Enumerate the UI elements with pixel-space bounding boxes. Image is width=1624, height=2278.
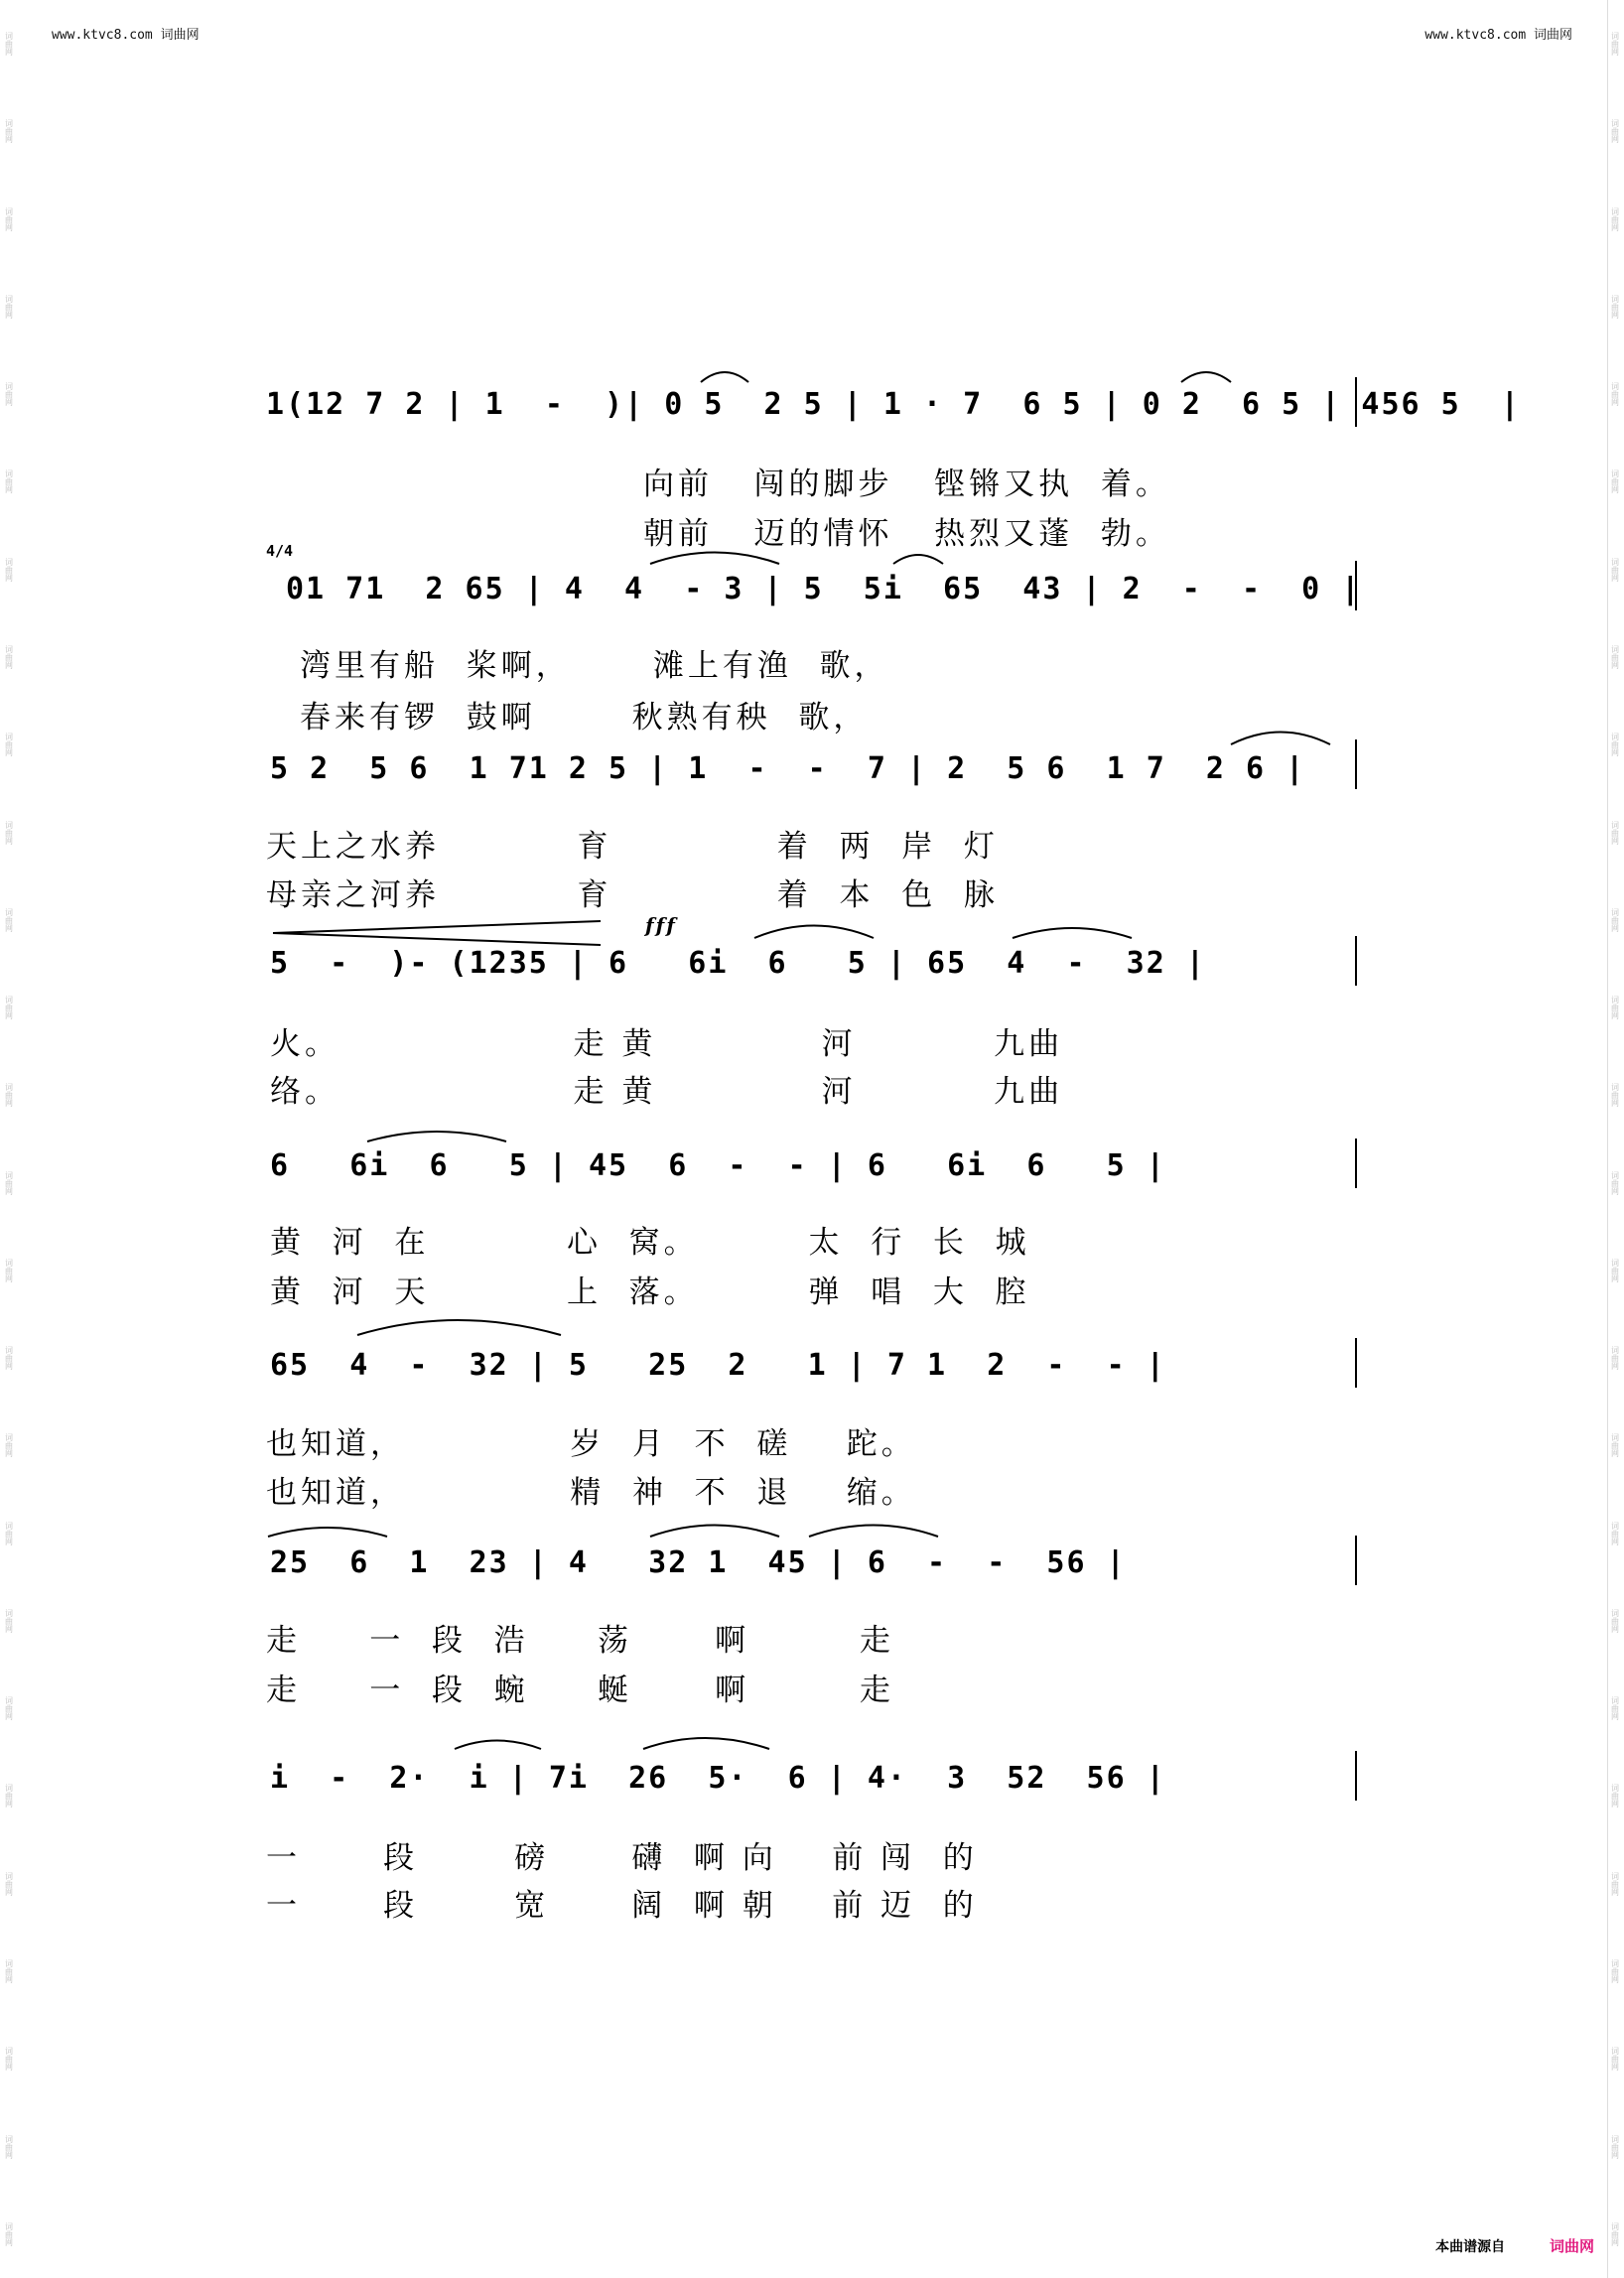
- lyric-row-7-verse-1: 走 一 段 浩 荡 啊 走: [266, 1623, 894, 1659]
- side-watermark-text: 词曲网: [1610, 644, 1620, 669]
- footer-source-label: 本曲谱源自: [1435, 2239, 1506, 2255]
- side-watermark-text: 词曲网: [1610, 557, 1620, 582]
- lyric-row-1-verse-1: 向前 闯的脚步 铿锵又执 着。: [643, 467, 1170, 502]
- notation-row-5: 6 6i 6 5 | 45 6 - - | 6 6i 6 5 |: [270, 1148, 1166, 1183]
- side-watermark-text: 词曲网: [1610, 119, 1620, 144]
- lyric-row-3-verse-2: 母亲之河养 育 着 本 色 脉: [266, 877, 999, 913]
- lyric-row-6-verse-2: 也知道， 精 神 不 退 缩。: [266, 1475, 916, 1511]
- side-watermark-text: 词曲网: [4, 1083, 14, 1108]
- notation-row-3: 5 2 5 6 1 71 2 5 | 1 - - 7 | 2 5 6 1 7 2 6 |: [270, 751, 1306, 786]
- notation-row-2: 01 71 2 65 | 4 4 - 3 | 5 5i 65 43 | 2 - - 0 |: [286, 572, 1362, 606]
- side-watermark-text: 词曲网: [1610, 907, 1620, 932]
- time-signature: 4/4: [266, 542, 294, 560]
- side-watermark-text: 词曲网: [4, 2047, 14, 2072]
- side-watermark-text: 词曲网: [1610, 2221, 1620, 2246]
- side-watermark-text: 词曲网: [4, 119, 14, 144]
- side-watermark-text: 词曲网: [1610, 1608, 1620, 1633]
- side-watermark-text: 词曲网: [4, 1433, 14, 1458]
- side-watermark-text: 词曲网: [4, 820, 14, 845]
- side-watermark-text: 词曲网: [1610, 733, 1620, 757]
- side-watermark-text: 词曲网: [1610, 1258, 1620, 1282]
- side-watermark-text: 词曲网: [1610, 1346, 1620, 1371]
- side-watermark-text: 词曲网: [1610, 206, 1620, 231]
- side-watermark-text: 词曲网: [1610, 2134, 1620, 2159]
- footer: [1435, 2235, 1594, 2256]
- side-watermark-text: 词曲网: [1610, 1696, 1620, 1721]
- side-watermark-text: 词曲网: [4, 2221, 14, 2246]
- lyric-row-1-verse-2: 朝前 迈的情怀 热烈又蓬 勃。: [643, 516, 1170, 552]
- side-watermark-text: 词曲网: [4, 1696, 14, 1721]
- side-watermark-text: 词曲网: [4, 996, 14, 1020]
- side-watermark-text: 词曲网: [1610, 1871, 1620, 1896]
- header-left-url: www.ktvc8.com 词曲网: [52, 28, 200, 43]
- lyric-row-7-verse-2: 走 一 段 蜿 蜒 啊 走: [266, 1673, 894, 1708]
- side-watermark-text: 词曲网: [4, 1958, 14, 1983]
- side-watermark-text: 词曲网: [4, 294, 14, 319]
- side-watermark-text: 词曲网: [1610, 2047, 1620, 2072]
- side-watermark-text: 词曲网: [4, 1608, 14, 1633]
- lyric-row-5-verse-2: 黄 河 天 上 落。 弹 唱 大 腔: [270, 1274, 1030, 1310]
- notation-row-6: 65 4 - 32 | 5 25 2 1 | 7 1 2 - - |: [270, 1348, 1166, 1383]
- side-watermark-text: 词曲网: [4, 644, 14, 669]
- side-watermark-text: 词曲网: [4, 1871, 14, 1896]
- side-watermark-text: 词曲网: [1610, 1521, 1620, 1545]
- footer-brand-logo[interactable]: 词曲网: [1549, 2237, 1594, 2255]
- side-watermark-text: 词曲网: [4, 206, 14, 231]
- lyric-row-6-verse-1: 也知道， 岁 月 不 磋 跎。: [266, 1426, 916, 1462]
- notation-row-7: 25 6 1 23 | 4 32 1 45 | 6 - - 56 |: [270, 1545, 1127, 1580]
- lyric-row-5-verse-1: 黄 河 在 心 窝。 太 行 长 城: [270, 1225, 1030, 1261]
- side-watermark-text: 词曲网: [1610, 294, 1620, 319]
- side-watermark-text: 词曲网: [4, 1521, 14, 1545]
- side-watermark-text: 词曲网: [1610, 820, 1620, 845]
- notation-row-4: 5 - )- (1235 | 6 6i 6 5 | 65 4 - 32 |: [270, 946, 1206, 981]
- side-watermark-text: 词曲网: [4, 1346, 14, 1371]
- side-watermark-text: 词曲网: [1610, 1784, 1620, 1809]
- lyric-row-4-verse-2: 络。 走 黄 河 九曲: [270, 1074, 1064, 1110]
- side-watermark-text: 词曲网: [1610, 1958, 1620, 1983]
- lyric-row-2-verse-1: 湾里有船 桨啊， 滩上有渔 歌，: [300, 648, 889, 684]
- side-watermark-text: 词曲网: [1610, 1433, 1620, 1458]
- lyric-row-8-verse-2: 一 段 宽 阔 啊 朝 前 迈 的: [266, 1888, 978, 1924]
- notation-row-8: i - 2· i | 7i 26 5· 6 | 4· 3 52 56 |: [270, 1761, 1166, 1796]
- side-watermark-text: 词曲网: [1610, 1170, 1620, 1195]
- side-watermark-text: 词曲网: [4, 733, 14, 757]
- side-watermark-text: 词曲网: [1610, 996, 1620, 1020]
- side-watermark-text: 词曲网: [1610, 32, 1620, 57]
- side-watermark-text: 词曲网: [4, 907, 14, 932]
- lyric-row-3-verse-1: 天上之水养 育 着 两 岸 灯: [266, 829, 999, 865]
- side-watermark-text: 词曲网: [4, 469, 14, 494]
- side-watermark-text: 词曲网: [1610, 1083, 1620, 1108]
- lyric-row-8-verse-1: 一 段 磅 礴 啊 向 前 闯 的: [266, 1840, 978, 1876]
- side-watermark-text: 词曲网: [4, 32, 14, 57]
- notation-row-1: 1(12 7 2 | 1 - )| 0 5 2 5 | 1 · 7 6 5 | 0 2 6 5 | 456 5 |: [266, 387, 1521, 422]
- side-watermark-text: 词曲网: [1610, 469, 1620, 494]
- dynamic-marking: fff: [645, 913, 677, 937]
- side-watermark-text: 词曲网: [4, 2134, 14, 2159]
- side-watermark-text: 词曲网: [1610, 382, 1620, 407]
- lyric-row-2-verse-2: 春来有锣 鼓啊 秋熟有秧 歌，: [300, 700, 869, 736]
- side-watermark-text: 词曲网: [4, 557, 14, 582]
- lyric-row-4-verse-1: 火。 走 黄 河 九曲: [270, 1026, 1064, 1062]
- header-right-url: www.ktvc8.com 词曲网: [1424, 28, 1572, 43]
- side-watermark-text: 词曲网: [4, 1170, 14, 1195]
- side-watermark-text: 词曲网: [4, 1784, 14, 1809]
- side-watermark-text: 词曲网: [4, 1258, 14, 1282]
- side-watermark-text: 词曲网: [4, 382, 14, 407]
